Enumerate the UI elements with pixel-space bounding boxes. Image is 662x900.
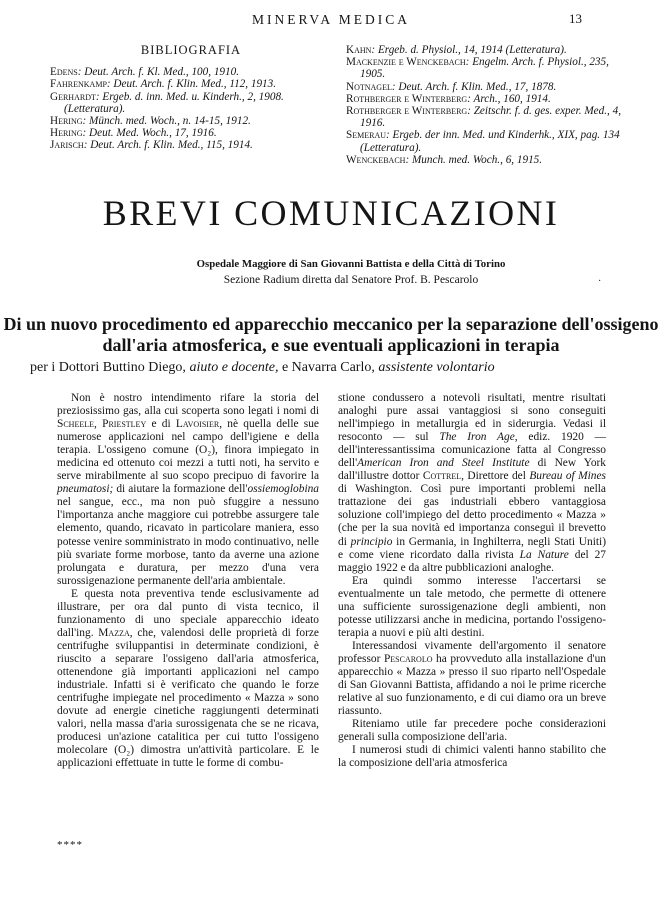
person-name: Mazza (98, 626, 130, 639)
text-run: del 27 maggio 1922 e da altre pubblicazioni analoghe. (338, 548, 606, 574)
reference-author: Rothberger e Winterberg (346, 105, 468, 118)
reference-author: Jarisch (50, 139, 84, 152)
reference-author: Edens (50, 66, 78, 79)
running-header (0, 10, 662, 30)
reference (346, 129, 636, 153)
reference-source: : Ergeb. d. inn. Med. u. Kinderh., 2, 1908. (Letteratura). (64, 90, 284, 115)
reference (50, 78, 320, 90)
paragraph (338, 640, 606, 718)
text-run: nel sangue, ecc., ma non può sfuggire a nessuno l'importanza anche maggiore cui potrebbe assurgere tale elemento, quando, ricavato in particolare maniera, esso potesse venire somministrato in modo continuativo, nelle più svariate forme morbose, tanto da averne una azione prolungata e duratura, per mezzo d'una vera surossigenazione permanente dell'aria ambientale. (57, 496, 319, 587)
affiliation: Ospedale Maggiore di San Giovanni Battista e della Città di Torino (196, 258, 506, 270)
text-run: , nè quella delle sue numerose applicazioni nel campo dell'igiene e della terapia. L'ossigeno comune (O₂), finora impiegato in medicina ed ottenuto coi mezzi a tutti noti, ha servito e serve mirabilmente al suo scopo precipuo di favorire la (57, 418, 319, 483)
person-name: Scheele (57, 418, 94, 431)
italic-term: ossiemoglobina (247, 483, 319, 496)
ornament-dot: · (598, 276, 602, 287)
article-title (0, 314, 662, 356)
reference-source: : Deut. Med. Woch., 17, 1916. (82, 127, 217, 140)
bibliography-title: BIBLIOGRAFIA (140, 43, 242, 57)
paragraph (338, 392, 606, 575)
reference-source: : Deut. Arch. f. Klin. Med., 17, 1878. (391, 80, 557, 93)
reference-source: : Deut. Arch. f. Kl. Med., 100, 1910. (77, 66, 240, 79)
reference-source: : Deut. Arch. f. Klin. Med., 112, 1913. (106, 78, 277, 91)
reference-source: : Zeitschr. f. d. ges. exper. Med., 4, 1916. (360, 105, 621, 130)
reference (346, 56, 636, 80)
reference (346, 44, 636, 56)
article-title-line-2: dall'aria atmosferica, e sue eventuali applicazioni in terapia (102, 335, 560, 355)
italic-term: principio (350, 535, 393, 548)
section-title: BREVI COMUNICAZIONI (102, 193, 560, 233)
reference-author: Rothberger e Winterberg (346, 92, 468, 105)
text-run: di aiutare la formazione dell' (113, 483, 248, 496)
reference-author: Hering (50, 115, 83, 128)
text-run: di New York dall'illustre dottor (338, 457, 607, 483)
text-run: ha provveduto alla installazione d'un apparecchio « Mazza » presso il suo riparto nell'Ospedale di San Giovanni Battista, affidando a noi le prime ricerche relative al suo funzionamento, e di cui diamo ora un breve riassunto. (338, 652, 607, 718)
italic-term: American Iron and Steel Institute (357, 457, 530, 470)
reference (50, 91, 320, 115)
reference-source: : Ergeb. der inn. Med. und Kinderhk., XIX, pag. 134 (Letteratura). (360, 129, 620, 154)
author-role: aiuto e docente, (189, 360, 279, 375)
paragraph (57, 392, 319, 588)
italic-term: La Nature (519, 548, 569, 561)
reference-source: : Engelm. Arch. f. Physiol., 235, 1905. (360, 56, 609, 81)
authors-text: per i Dottori Buttino Diego, (30, 360, 190, 375)
reference-author: Fahrenkamp (50, 78, 107, 91)
paragraph: I numerosi studi di chimici valenti hanno stabilito che la composizione dell'aria atmosferica (338, 744, 606, 770)
reference-author: Gerhardt (50, 90, 96, 103)
reference (346, 93, 636, 105)
text-run: in Germania, in Inghilterra, negli Stati Uniti) e come viene ricordato dalla rivista (338, 535, 606, 561)
reference-source: : Munch. med. Woch., 6, 1915. (405, 153, 543, 166)
reference-author: Kahn (346, 44, 372, 56)
reference (346, 154, 636, 166)
reference-author: Mackenzie e Wenckebach (346, 56, 466, 69)
paragraph: Era quindi sommo interesse l'accertarsi se eventualmente un tale metodo, che permette di ottenere una sufficiente surossigenazione degli ambienti, non potesse utilizzarsi anche in medicina, portando l'ossigeno-terapia a nuovi e più alti destini. (338, 574, 606, 639)
reference-source: : Münch. med. Woch., n. 14-15, 1912. (82, 115, 251, 128)
person-name: Pescarolo (383, 652, 433, 665)
text-run: , che, valendosi delle proprietà di forze centrifughe sviluppantisi in determinate condizioni, è riuscito a separare l'ossigeno dall'aria atmosferica, ottenendone già importanti applicazioni nel campo industriale. Infatti si è verificato che quando le forze centrifughe impiegate nel procedimento « Mazza » sono dovute ad energie cinetiche raggiungenti determinati valori, nella massa d'aria surossigenata che se ne ricava, producesi un'azione catalitica per cui tutto l'ossigeno molecolare (O₂) dimostra un'attività particolare. E le applicazioni effettuate in tutte le forme di combu- (57, 626, 319, 770)
text-run: Interessandosi vivamente dell'argomento il senatore professor (338, 639, 606, 665)
reference (346, 105, 636, 129)
bibliography-right-column (346, 44, 636, 166)
body-column-right (338, 392, 606, 770)
person-name: Lavoisier (175, 418, 220, 431)
reference-author: Hering (50, 127, 83, 140)
person-name: Cottrel (422, 470, 462, 483)
reference-source: : Ergeb. d. Physiol., 14, 1914 (Letteratura). (371, 44, 567, 56)
paragraph: Riteniamo utile far precedere poche considerazioni generali sulla composizione dell'aria. (338, 718, 606, 744)
reference-author: Notnagel (346, 80, 392, 93)
body-column-left (57, 392, 319, 770)
reference-author: Semerau (346, 129, 386, 142)
text-run: , (94, 418, 103, 431)
text-run: , ediz. 1920 — dell'interessantissima comunicazione fatta al Congresso dell' (338, 431, 607, 470)
authors-text: e Navarra Carlo, (278, 360, 379, 375)
footer-stars: **** (57, 839, 83, 851)
text-run: stione condussero a notevoli risultati, mentre risultati analoghi pure assai vantaggiosi si sono conseguiti nell'impiego in metallurgia ed in siderurgia. Vedasi il resoconto — sul (338, 392, 606, 444)
reference (346, 81, 636, 93)
department-line: Sezione Radium diretta dal Senatore Prof. B. Pescarolo (223, 274, 479, 286)
bibliography-left-column (50, 44, 320, 152)
text-run: , Direttore del (461, 470, 530, 483)
author-role: assistente volontario (378, 360, 495, 375)
italic-term: The Iron Age (439, 431, 515, 444)
reference (50, 127, 320, 139)
reference-source: : Deut. Arch. f. Klin. Med., 115, 1914. (83, 139, 253, 152)
text-run: Non è nostro intendimento rifare la storia del preziosissimo gas, alla cui scoperta sono legati i nomi di (57, 392, 319, 418)
text-run: di Washington. Così pure importanti problemi nella trattazione dei gas industriali ebbero vantaggiosa soluzione coll'impiego del detto procedimento « Mazza » (che per la sua novità ed importanza conseguì il brevetto di (338, 483, 606, 548)
text-run: e di (146, 418, 176, 431)
italic-term: Bureau of Mines (529, 470, 606, 483)
reference (50, 115, 320, 127)
reference (50, 66, 320, 78)
text-run: E questa nota preventiva tende esclusivamente ad illustrare, per ora dal punto di vista tecnico, il funzionamento di uno speciale apparecchio ideato dall'ing. (57, 587, 319, 639)
page-number: 13 (569, 11, 582, 26)
reference-author: Wenckebach (346, 153, 406, 166)
reference-source: : Arch., 160, 1914. (467, 92, 551, 105)
authors-line (30, 360, 642, 376)
reference (50, 139, 320, 151)
paragraph (57, 588, 319, 771)
journal-name: MINERVA MEDICA (251, 12, 411, 27)
italic-term: pneumatosi; (57, 483, 114, 496)
article-title-line-1: Di un nuovo procedimento ed apparecchio meccanico per la separazione dell'ossigeno (3, 314, 659, 334)
person-name: Priestley (102, 418, 147, 431)
